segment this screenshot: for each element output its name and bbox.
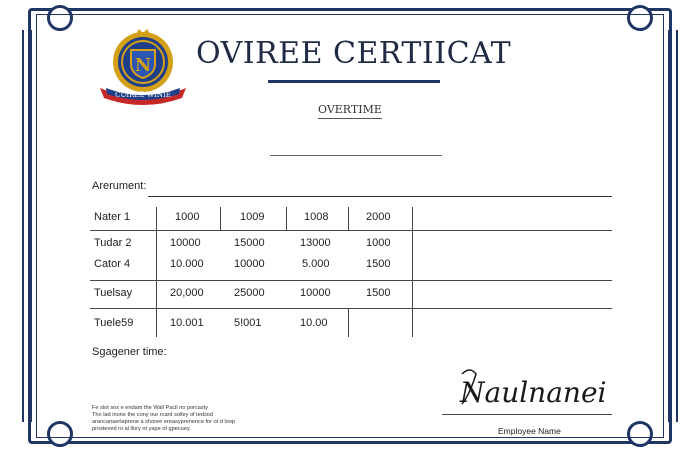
table-cell: 25000 bbox=[234, 287, 265, 299]
seal-emblem-icon bbox=[98, 26, 188, 106]
table-cell: 10.000 bbox=[170, 258, 204, 270]
signature-line bbox=[442, 414, 612, 415]
seal-banner-text: CUIREE WINIE bbox=[115, 91, 171, 99]
signature-image bbox=[440, 360, 620, 416]
table-cell: 10000 bbox=[234, 258, 265, 270]
table-row-divider bbox=[90, 308, 612, 309]
argument-line bbox=[148, 196, 612, 197]
border-side-scroll-left bbox=[22, 30, 32, 422]
table-row-divider bbox=[90, 230, 612, 231]
blank-line bbox=[270, 155, 442, 156]
seal-monogram: N bbox=[134, 55, 152, 76]
table-cell: 10.001 bbox=[170, 317, 204, 329]
fine-print-line: Fe slot sos e endam the Wall Pacil no porcasty bbox=[92, 405, 209, 411]
fine-print bbox=[92, 405, 272, 433]
signature-time-label: Sgagener time: bbox=[92, 346, 167, 358]
table-column-divider bbox=[286, 207, 287, 231]
table-cell: 1009 bbox=[240, 211, 265, 223]
table-row-label: Tuelsay bbox=[94, 287, 133, 299]
certificate-subtitle: OVERTIME bbox=[318, 103, 382, 119]
fine-print-line: arancanaerlaprene a shoree ereasyprenence for ot d loop bbox=[92, 419, 236, 425]
table-column-divider bbox=[156, 207, 157, 337]
table-column-divider bbox=[348, 308, 349, 337]
table-column-divider bbox=[348, 207, 349, 231]
table-cell: 1500 bbox=[366, 287, 391, 299]
fine-print-line: prosteved ro al llory ot yape of gpecuey. bbox=[92, 426, 191, 432]
table-cell: 13000 bbox=[300, 237, 331, 249]
table-cell: 5!001 bbox=[234, 317, 262, 329]
table-cell: 1500 bbox=[366, 258, 391, 270]
table-cell: 2000 bbox=[366, 211, 391, 223]
table-row-label: Nater 1 bbox=[94, 211, 131, 223]
table-column-divider bbox=[412, 207, 413, 337]
title-underline bbox=[268, 80, 440, 83]
table-cell: 5.000 bbox=[302, 258, 330, 270]
table-cell: 15000 bbox=[234, 237, 265, 249]
table-row-label: Tudar 2 bbox=[94, 237, 132, 249]
table-cell: 1000 bbox=[175, 211, 200, 223]
table-cell: 10000 bbox=[300, 287, 331, 299]
table-cell: 20,000 bbox=[170, 287, 204, 299]
fine-print-line: Tho lad inone the cony our rcard solley of tedsod bbox=[92, 412, 213, 418]
employee-name-label: Employee Name bbox=[498, 426, 561, 436]
table-row-label: Cator 4 bbox=[94, 258, 131, 270]
table-cell: 1000 bbox=[366, 237, 391, 249]
table-cell: 10000 bbox=[170, 237, 201, 249]
table-row-label: Tuele59 bbox=[94, 317, 134, 329]
overtime-table bbox=[90, 205, 612, 337]
argument-label: Arerument: bbox=[92, 180, 147, 192]
table-cell: 10.00 bbox=[300, 317, 328, 329]
table-cell: 1008 bbox=[304, 211, 329, 223]
certificate-title: OVIREE CERTIICAT bbox=[196, 36, 512, 71]
signature-script: Naulnanei bbox=[460, 376, 607, 409]
table-column-divider bbox=[220, 207, 221, 231]
table-row-divider bbox=[90, 280, 612, 281]
border-side-scroll-right bbox=[668, 30, 678, 422]
